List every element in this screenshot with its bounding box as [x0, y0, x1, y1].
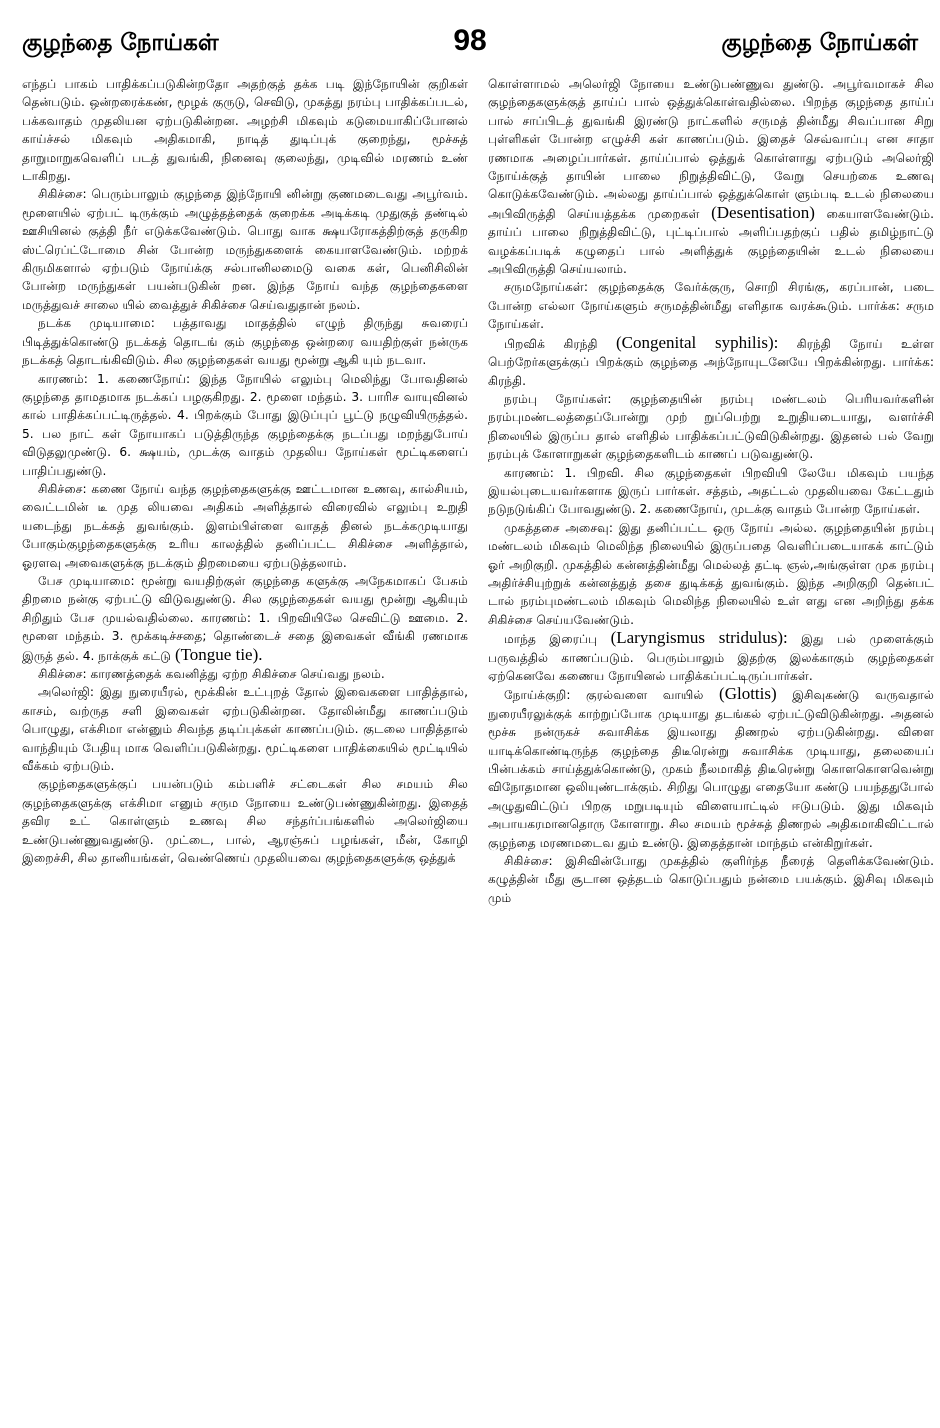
- paragraph: [488, 334, 934, 390]
- paragraph: [488, 75, 934, 278]
- english-term: (Congenital syphilis):: [616, 333, 779, 352]
- page-header: [22, 24, 918, 64]
- paragraph: [22, 665, 468, 683]
- paragraph: [488, 390, 934, 464]
- page-number: 98: [453, 24, 487, 57]
- paragraph-text: கையாளவேண்டும். தாய்ப் பாலை நிறுத்திவிட்டு, புட்டிப்பால் அளிப்பதற்குப் பதில் தமிழ்நாட்டு வழக்கப்படிக் கழுதைப் பால் அளித்துக் குழந்தையின் உடல் நிலையை அபிவிருத்தி செய்யலாம்.: [488, 206, 934, 277]
- paragraph: [22, 572, 468, 665]
- paragraph-text: இது பல் முளைக்கும் பருவத்தில் காணப்படும். பெரும்பாலும் இதற்கு இலக்காகும் குழந்தைகள் ஏற்கெனவே கணைய நோயினல் பாதிக்கப்பட்டிருப்பார்கள்.: [488, 632, 934, 683]
- english-term: (Laryngismus stridulus):: [610, 629, 788, 648]
- paragraph-text: குழந்தைகளுக்குப் பயன்படும் கம்பளிச் சட்டைகள் சில சமயம் சில குழந்தைகளுக்கு எக்சிமா எனும் சரும நோயை உண்டுபண்ணுகின்றது. இதைத் தவிர உட் கொள்ளும் உணவு சில சந்தர்ப்பங்களில் அலெர்ஜியை உண்டுபண்ணுவதுண்டு. முட்டை, பால், ஆரஞ்சுப் பழங்கள், மீன், கோழி இறைச்சி, சில தானியங்கள், வெண்ணெய் முதலியவை குழந்தைகளுக்கு ஒத்துக்: [22, 777, 468, 866]
- english-term: (Glottis): [719, 685, 777, 704]
- paragraph-text: அலெர்ஜி: இது நுரையீரல், மூக்கின் உட்புறத் தோல் இவைகளை பாதித்தால், காசம், வற்ருத சளி இவைகள் ஏற்படுகின்றன. தோலின்மீது காணப்படும் பொழுது, எக்சிமா என்னும் சிவந்த தடிப்புக்கள் காணப்படும். குடலை பாதித்தால் வாந்தியும் பேதியு மாக வெளிப்படுகின்றது. மூட்டிகளை பாதிக்கையில் மூட்டியில் வீக்கம் ஏற்படும்.: [22, 685, 468, 774]
- running-title-right: குழந்தை நோய்கள்: [721, 30, 918, 56]
- left-text-column: [22, 75, 468, 867]
- paragraph: [22, 370, 468, 480]
- english-term: (Desentisation): [711, 202, 815, 222]
- paragraph: [488, 464, 934, 519]
- paragraph-text: பேச முடியாமை: மூன்று வயதிற்குள் குழந்தை களுக்கு அநேகமாகப் பேசும் திறமை நன்கு ஏற்பட்டு விடுவதுண்டு. சில குழந்தைகள் வயது மூன்று ஆகியும் சிறிதும் பேச முயல்வதில்லை. காரணம்: 1. பிறவியிலே செவிட்டு ஊமை. 2. மூளை மந்தம். 3. மூக்கடிச்சதை; தொண்டைச் சதை இவைகள் வீங்கி ரணமாக இருத் தல். 4. நாக்குக் கட்டு: [22, 573, 468, 663]
- paragraph: [22, 75, 468, 185]
- paragraph: [22, 314, 468, 369]
- paragraph-text: முகத்தசை அசைவு: இது தனிப்பட்ட ஒரு நோய் அல்ல. குழந்தையின் நரம்பு மண்டலம் மிகவும் மெலிந்த நிலையில் இருப்பதை வெளிப்படையாகக் காட்டும் ஓர் அறிகுறி. முகத்தில் கன்னத்தின்மீது மெல்லத் தட்டி ஞல்,அங்குள்ள முக நரம்பு அதிர்ச்சியுற்றுக் கன்னத்துத் தசை துடிக்கத் துவங்கும். இந்த அறிகுறி தென்பட் டால் நரம்புமண்டலம் மிகவும் மெலிந்த நிலையில் உள் ளது என அறிந்து தக்க சிகிச்சை செய்யவேண்டும்.: [488, 520, 934, 627]
- paragraph: [488, 629, 934, 685]
- paragraph-text: எந்தப் பாகம் பாதிக்கப்படுகின்றதோ அதற்குத் தக்க படி இந்நோயின் குறிகள் தென்படும். ஒன்றரைக்கண், மூழக் குருடு, செவிடு, முகத்து நரம்பு பாதிக்கப்படல், பக்கவாதம் முதலியன ஏற்படுகின்றன. அழற்சி மிகவும் கடுமையாகிப்போனல் காய்ச்சல் மிகவும் அதிகமாகி, நாடித் துடிப்புக் குறைந்து, மூச்சுத் தாறுமாறுகவெளிப் படத் துவங்கி, நினைவு குலைந்து, முடிவில் மரணம் உண் டாகிறது.: [22, 77, 468, 184]
- paragraph-text: நோய்க்குறி: குரல்வளை வாயில்: [504, 688, 704, 703]
- paragraph: [22, 683, 468, 775]
- paragraph-text: பிறவிக் கிரந்தி: [504, 336, 598, 351]
- paragraph-text: நடக்க முடியாமை: பத்தாவது மாதத்தில் எழுந் திருந்து சுவரைப் பிடித்துக்கொண்டு நடக்கத் தொடங் கும் குழந்தை ஒன்றரை வயதிற்குள் நன்ருக நடக்கத் தொடங்கிவிடும். சில குழந்தைகள் வயது மூன்று ஆகி யும் நடவா.: [22, 316, 468, 368]
- paragraph: [488, 685, 934, 852]
- paragraph-text: நரம்பு நோய்கள்: குழந்தையின் நரம்பு மண்டலம் பெரியவர்களின் நரம்புமண்டலத்தைப்போன்று முற் றுப்பெற்று உறுதியடையாது, வளர்ச்சி நிலையில் இருப்ப தால் எளிதில் பாதிக்கப்பட்டுவிடுகின்றது. இதனல் பல் வேறு நரம்புக் கோளாறுகள் குழந்தைகளிடம் காணப் படுவதுண்டு.: [488, 391, 934, 462]
- paragraph-text: சிகிச்சை: இசிவின்போது முகத்தில் குளிர்ந்த நீரைத் தெளிக்கவேண்டும். கழுத்தின் மீது சூடான ஒத்தடம் கொடுப்பதும் நன்மை பயக்கும். இசிவு மிகவும் மும்: [488, 854, 934, 905]
- right-text-column: [488, 75, 934, 907]
- paragraph: [22, 185, 468, 314]
- paragraph: [488, 278, 934, 333]
- paragraph-text: இசிவுகண்டு வருவதால் நுரையீரலுக்குக் காற்றுப்போக முடியாது தடங்கல் ஏற்பட்டுவிடுகின்றது. அதனல் மூச்சு நன்ருகச் சுவாசிக்க இயலாது திணறல் ஏற்படுகின்றது. விளை யாடிக்கொண்டிருந்த குழந்தை திடீரென்று சுவாசிக்க முடியாது, தலையைப் பின்பக்கம் சாய்த்துக்கொண்டு, முகம் நீலமாகித் திடீரென்று கொளகொளவென்று விநோதமான ஒலியுண்டாக்கும். சிறிது பொழுது எதையோ கண்டு பயந்ததுபோல் அழுதுவிட்டுப் பிறகு மறுபடியும் விளையாட்டில் ஈடுபடும். இது மிகவும் அபாயகரமானதொரு கோளாறு. சில சமயம் மூச்சுத் திணறல் அதிகமாகிவிட்டால் குழந்தை மரணமடைவ தும் உண்டு. இதைத்தான் மாந்தம் என்கிறுர்கள்.: [488, 688, 934, 850]
- paragraph: [22, 480, 468, 572]
- english-term: (Tongue tie).: [174, 644, 263, 664]
- paragraph-text: கிரந்தி நோய் உள்ள பெற்றேர்களுக்குப் பிறக்கும் குழந்தை அந்நோயுடனேயே பிறக்கின்றது. பார்க்க: கிரந்தி.: [488, 336, 934, 388]
- paragraph-text: காரணம்: 1. பிறவி. சில குழந்தைகள் பிறவியி லேயே மிகவும் பயந்த இயல்புடையவர்களாக இருப் பார்கள். சத்தம், அதட்டல் முதலியவை கேட்டதும் நடுநடுங்கிப் போவதுண்டு. 2. கணைநோய், முடக்கு வாதம் போன்ற நோய்கள்.: [488, 465, 934, 517]
- running-title-left: குழந்தை நோய்கள்: [22, 30, 219, 56]
- paragraph-text: சருமநோய்கள்: குழந்தைக்கு வேர்க்குரு, சொறி சிரங்கு, கரப்பான், படை போன்ற எல்லா நோய்களும் சருமத்தின்மீது எளிதாக வரக்கூடும். பார்க்க: சரும நோய்கள்.: [488, 280, 934, 332]
- paragraph: [22, 775, 468, 867]
- paragraph: [488, 519, 934, 629]
- paragraph-text: சிகிச்சை: காரணத்தைக் கவனித்து ஏற்ற சிகிச்சை செய்வது நலம்.: [38, 667, 385, 681]
- paragraph-text: மாந்த இரைப்பு: [504, 632, 598, 647]
- paragraph-text: கொள்ளாமல் அலெர்ஜி நோயை உண்டுபண்ணுவ துண்டு. அபூர்வமாகச் சில குழந்தைகளுக்குத் தாய்ப் பால் ஒத்துக்கொள்வதில்லை. பிறந்த குழந்தை தாய்ப் பால் சாப்பிடத் துவங்கி இரண்டு நாட்களில் சருமத் தின்மீது சிவப்பான சிறு புள்ளிகள் போன்ற எழுச்சி கள் காணப்படும். இதைச் செவ்வாப்பு என சாதா ரணமாக அழைப்பார்கள். தாய்ப்பால் ஒத்துக் கொள்ளாது ஏற்படும் அலெர்ஜி நோய்க்குத் தாயின் பாலை நிறுத்திவிட்டு, வேறு செயற்கை உணவு கொடுக்கவேண்டும். அல்லது தாய்ப்பால் ஒத்துக்கொள் ளும்படி உடல் நிலையை அபிவிருத்தி செய்யத்தக்க முறைகள்: [488, 77, 934, 221]
- paragraph-text: சிகிச்சை: கணை நோய் வந்த குழந்தைகளுக்கு ஊட்டமான உணவு, கால்சியம், வைட்டமின் டீ முத லியவை அதிகம் அளித்தால் விரைவில் எலும்பு உறுதி யடைந்து நடக்கத் துவங்கும். இளம்பிள்ளை வாதத் தினல் நடக்கமுடியாது போகும்குழந்தைகளுக்கு உரிய காலத்தில் தனிப்பட்ட சிகிச்சை அளித்தால், ஓரளவு அவைகளுக்கு நடக்கும் திறமையை ஏற்படுத்தலாம்.: [22, 481, 468, 570]
- paragraph-text: சிகிச்சை: பெரும்பாலும் குழந்தை இந்நோயி னின்று குணமடைவது அபூர்வம். மூளையில் ஏற்பட் டிருக்கும் அழுத்தத்தைக் குறைக்க அடிக்கடி முதுகுத் தண்டில் ஊசியினல் குத்தி நீர் எடுக்கவேண்டும். பொது வாக க்ஷயரோகத்திற்குத் தருகிற ஸ்ட்ரெப்ட்டோமை சின் போன்ற மருந்துகளைக் கையாளவேண்டும். மற்றக் கிருமிகளால் ஏற்படும் நோய்க்கு சல்பானிலமைடு வகை கள், பெனிசிலின் போன்ற மருந்துகள் பயன்படுகின் றன. இந்த நோய் வந்த குழந்தைகளை மருத்துவச் சாலை யில் வைத்துச் சிகிச்சை செய்வதுதான் நலம்.: [22, 187, 468, 312]
- paragraph: [488, 852, 934, 907]
- paragraph-text: காரணம்: 1. கணைநோய்: இந்த நோயில் எலும்பு மெலிந்து போவதினல் குழந்தை தாமதமாக நடக்கப் பழகுகிறது. 2. மூளை மந்தம். 3. பாரிச வாயுவினல் கால் பாதிக்கப்பட்டிருத்தல். 4. பிறக்கும் போது இடுப்புப் பூட்டு நழுவியிருத்தல். 5. பல நாட் கள் நோயாகப் படுத்திருந்த குழந்தைக்கு நடப்பது மறந்துபோய் விடுதலுமுண்டு. 6. க்ஷயம், முடக்கு வாதம் முதலிய நோய்கள் மூட்டிகளைப் பாதிப்பதுண்டு.: [22, 371, 468, 478]
